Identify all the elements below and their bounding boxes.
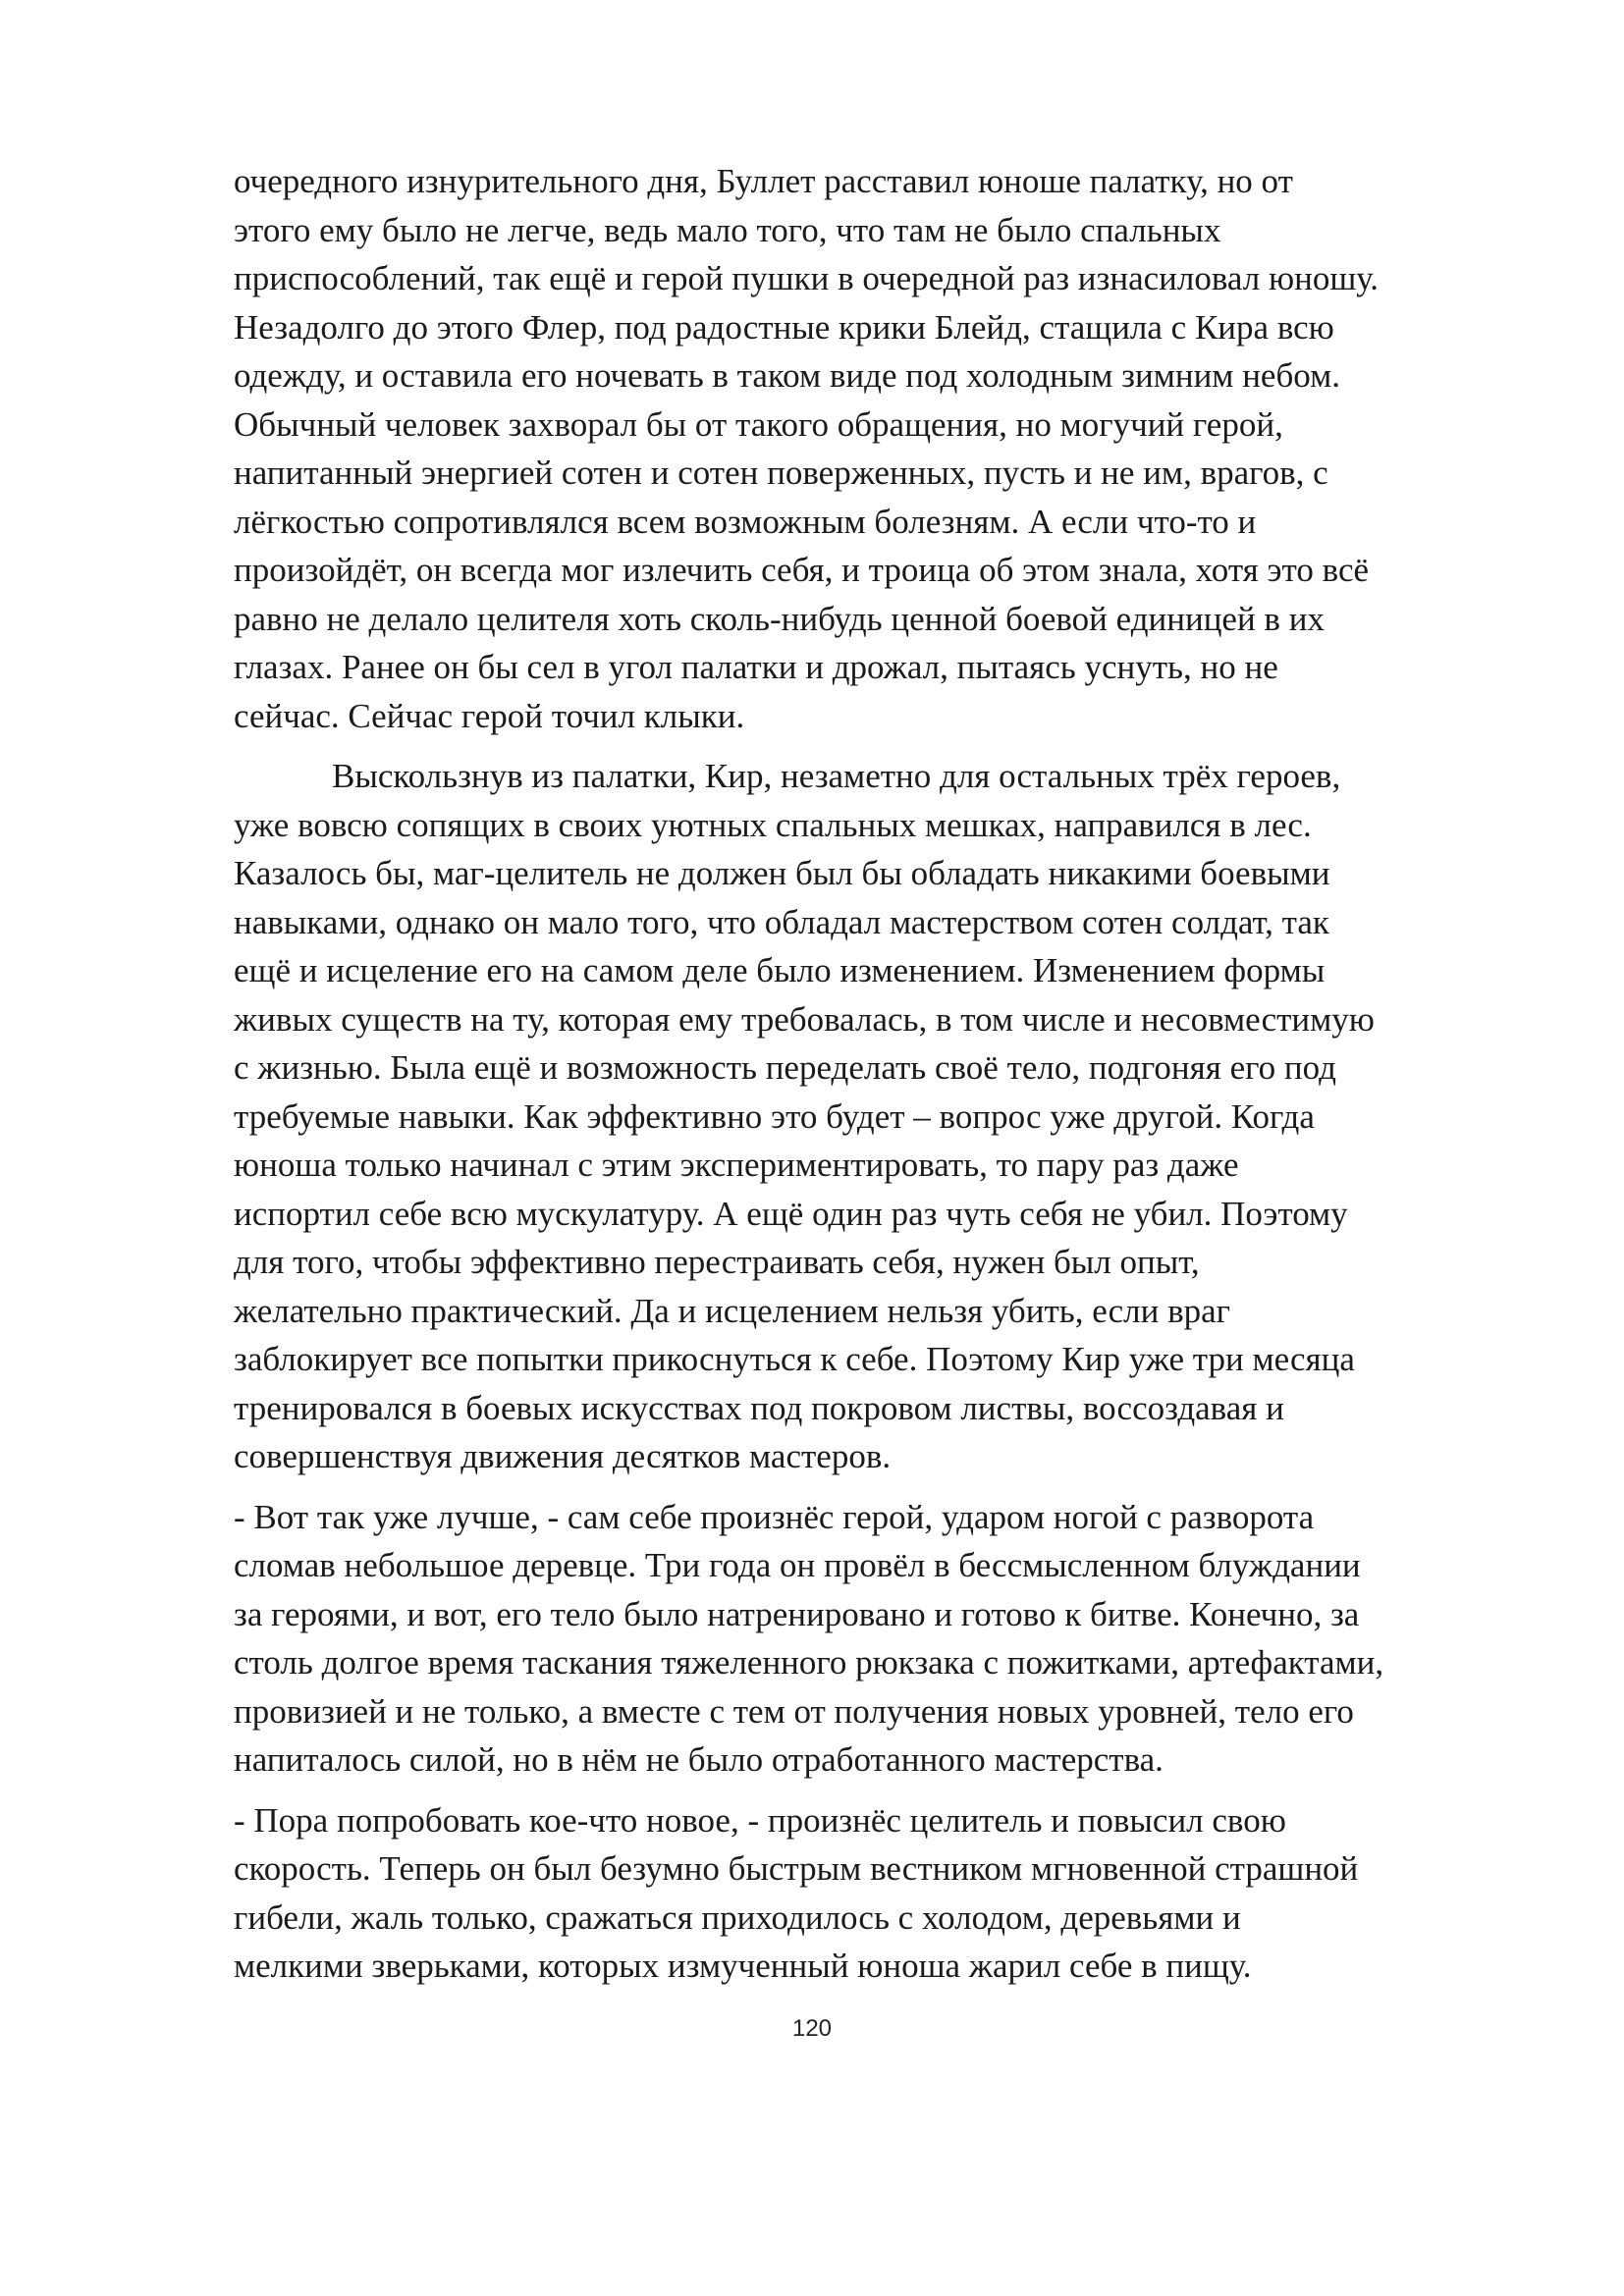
- text-line: провизией и не только, а вместе с тем от получения новых уровней, тело его: [234, 1691, 1354, 1731]
- text-line: Казалось бы, маг-целитель не должен был бы обладать никакими боевыми: [234, 854, 1330, 892]
- paragraph-4: [234, 1796, 1589, 1991]
- text-line: для того, чтобы эффективно перестраивать себя, нужен был опыт,: [234, 1243, 1200, 1281]
- text-line: - Пора попробовать кое-что новое, - произнёс целитель и повысил свою: [234, 1800, 1286, 1840]
- text-line: очередного изнурительного дня, Буллет расставил юноше палатку, но от: [234, 162, 1293, 200]
- text-line: живых существ на ту, которая ему требовалась, в том числе и несовместимую: [234, 999, 1375, 1039]
- paragraph-2: [234, 752, 1589, 1481]
- text-line: одежду, и оставила его ночевать в таком виде под холодным зимним небом.: [234, 356, 1341, 395]
- text-line: равно не делало целителя хоть сколь-нибудь ценной боевой единицей в их: [234, 599, 1325, 638]
- text-line: за героями, и вот, его тело было натренировано и готово к битве. Конечно, за: [234, 1594, 1360, 1633]
- text-line: глазах. Ранее он бы сел в угол палатки и дрожал, пытаясь уснуть, но не: [234, 648, 1278, 686]
- text-line: требуемые навыки. Как эффективно это будет – вопрос уже другой. Когда: [234, 1096, 1315, 1136]
- text-line: уже вовсю сопящих в своих уютных спальных мешках, направился в лес.: [234, 805, 1312, 844]
- text-line: напитанный энергией сотен и сотен поверженных, пусть и не им, врагов, с: [234, 454, 1328, 492]
- text-line: мелкими зверьками, которых измученный юноша жарил себе в пищу.: [234, 1947, 1252, 1985]
- text-line: столь долгое время таскания тяжеленного рюкзака с пожитками, артефактами,: [234, 1643, 1384, 1682]
- text-line: сломав небольшое деревце. Три года он провёл в бессмысленном блуждании: [234, 1546, 1361, 1584]
- text-line: напиталось силой, но в нём не было отработанного мастерства.: [234, 1740, 1164, 1779]
- text-line: юноша только начинал с этим экспериментировать, то пару раз даже: [234, 1146, 1239, 1184]
- text-line: приспособлений, так ещё и герой пушки в очередной раз изнасиловал юношу.: [234, 259, 1380, 297]
- text-flow: [234, 157, 1589, 2044]
- text-line: гибели, жаль только, сражаться приходилось с холодом, деревьями и: [234, 1897, 1241, 1937]
- text-line: с жизнью. Была ещё и возможность переделать своё тело, подгоняя его под: [234, 1048, 1336, 1087]
- text-line: Незадолго до этого Флер, под радостные крики Блейд, стащила с Кира всю: [234, 307, 1334, 347]
- page-number: 120: [791, 2014, 833, 2042]
- text-line: испортил себе всю мускулатуру. А ещё один раз чуть себя не убил. Поэтому: [234, 1194, 1348, 1233]
- text-line: заблокирует все попытки прикоснуться к себе. Поэтому Кир уже три месяца: [234, 1340, 1355, 1378]
- text-line: этого ему было не легче, ведь мало того, что там не было спальных: [234, 210, 1221, 249]
- text-line: совершенствуя движения десятков мастеров.: [234, 1437, 892, 1475]
- text-line: сейчас. Сейчас герой точил клыки.: [234, 696, 745, 735]
- text-line: желательно практический. Да и исцелением нельзя убить, если враг: [234, 1291, 1230, 1330]
- text-line: тренировался в боевых искусствах под покровом листвы, воссоздавая и: [234, 1388, 1284, 1427]
- text-line: навыками, однако он мало того, что обладал мастерством сотен солдат, так: [234, 902, 1329, 941]
- paragraph-3: [234, 1493, 1589, 1785]
- text-line: лёгкостью сопротивлялся всем возможным болезням. А если что-то и: [234, 502, 1257, 541]
- text-line: произойдёт, он всегда мог излечить себя, и троица об этом знала, хотя это всё: [234, 551, 1370, 589]
- text-line: скорость. Теперь он был безумно быстрым вестником мгновенной страшной: [234, 1849, 1359, 1888]
- text-line: ещё и исцеление его на самом деле было изменением. Изменением формы: [234, 951, 1326, 989]
- text-line: - Вот так уже лучше, - сам себе произнёс герой, ударом ногой с разворота: [234, 1497, 1315, 1536]
- paragraph-1: [234, 157, 1589, 740]
- text-line: Обычный человек захворал бы от такого обращения, но могучий герой,: [234, 404, 1283, 444]
- text-line: Выскользнув из палатки, Кир, незаметно для остальных трёх героев,: [332, 757, 1341, 795]
